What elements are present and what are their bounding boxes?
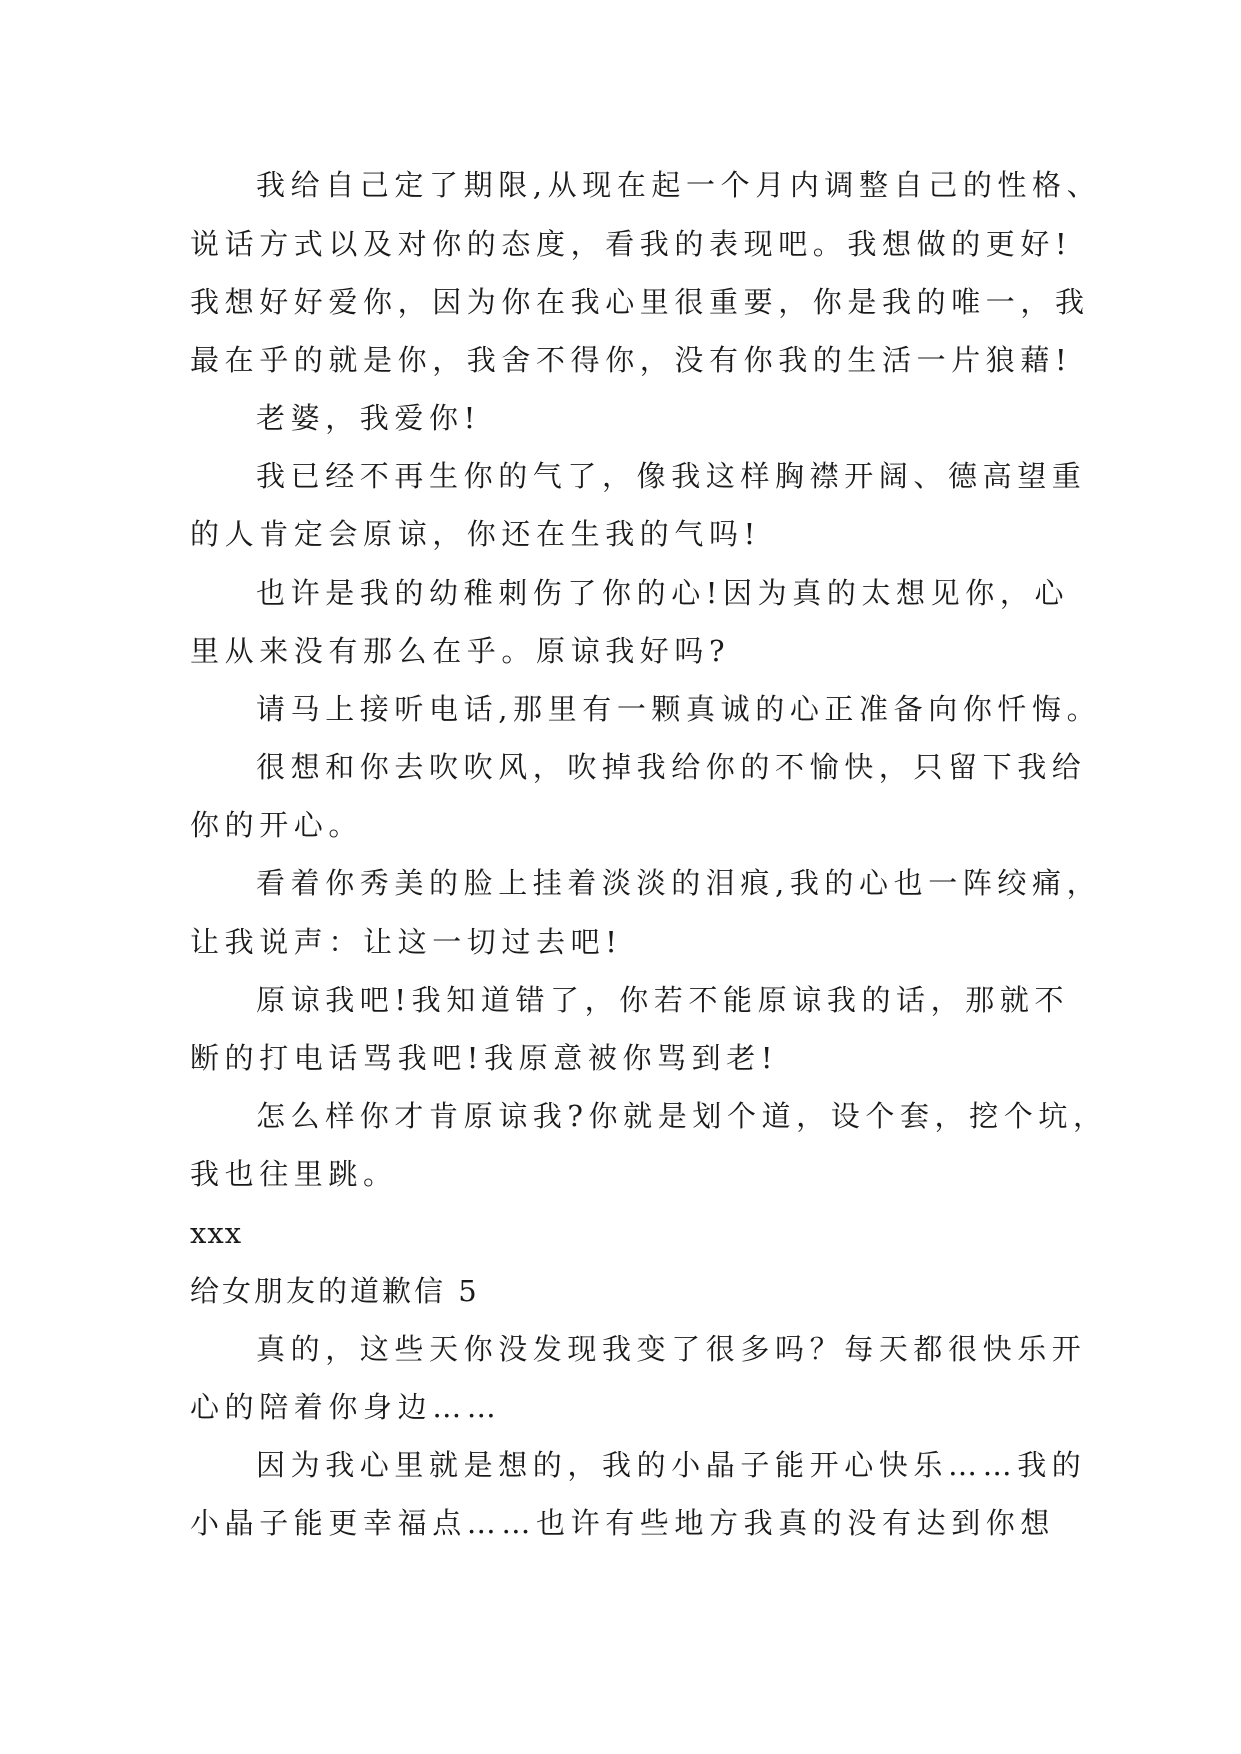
text-line: 原谅我吧!我知道错了，你若不能原谅我的话，那就不 (256, 983, 1070, 1017)
text-line: 心的陪着你身边…… (190, 1390, 502, 1424)
text-line: 你的开心。 (190, 808, 364, 842)
text-line: 看着你秀美的脸上挂着淡淡的泪痕,我的心也一阵绞痛， (256, 866, 1102, 900)
section-heading: 给女朋友的道歉信 5 (190, 1274, 480, 1308)
text-line: 的人肯定会原谅，你还在生我的气吗! (190, 517, 761, 551)
text-line: 因为我心里就是想的，我的小晶子能开心快乐……我的 (256, 1448, 1087, 1482)
text-line: 我想好好爱你，因为你在我心里很重要，你是我的唯一，我 (190, 285, 1090, 319)
text-line: 请马上接听电话,那里有一颗真诚的心正准备向你忏悔。 (256, 692, 1102, 726)
text-line: 也许是我的幼稚刺伤了你的心!因为真的太想见你，心 (256, 576, 1070, 610)
text-line: 我也往里跳。 (190, 1157, 398, 1191)
text-line: 最在乎的就是你，我舍不得你，没有你我的生活一片狼藉! (190, 343, 1073, 377)
text-line: 说话方式以及对你的态度，看我的表现吧。我想做的更好! (190, 227, 1073, 261)
signature-line: xxx (190, 1216, 243, 1250)
text-line: 让我说声：让这一切过去吧! (190, 925, 623, 959)
text-line: 里从来没有那么在乎。原谅我好吗? (190, 634, 731, 668)
text-line: 怎么样你才肯原谅我?你就是划个道，设个套，挖个坑， (256, 1099, 1108, 1133)
text-line: 老婆，我爱你! (256, 401, 481, 435)
text-line: 我给自己定了期限,从现在起一个月内调整自己的性格、 (256, 168, 1102, 202)
text-line: 真的，这些天你没发现我变了很多吗？每天都很快乐开 (256, 1332, 1087, 1366)
text-line: 很想和你去吹吹风，吹掉我给你的不愉快，只留下我给 (256, 750, 1087, 784)
text-line: 断的打电话骂我吧!我原意被你骂到老! (190, 1041, 779, 1075)
text-line: 小晶子能更幸福点……也许有些地方我真的没有达到你想 (190, 1506, 1056, 1540)
text-line: 我已经不再生你的气了，像我这样胸襟开阔、德高望重 (256, 459, 1087, 493)
